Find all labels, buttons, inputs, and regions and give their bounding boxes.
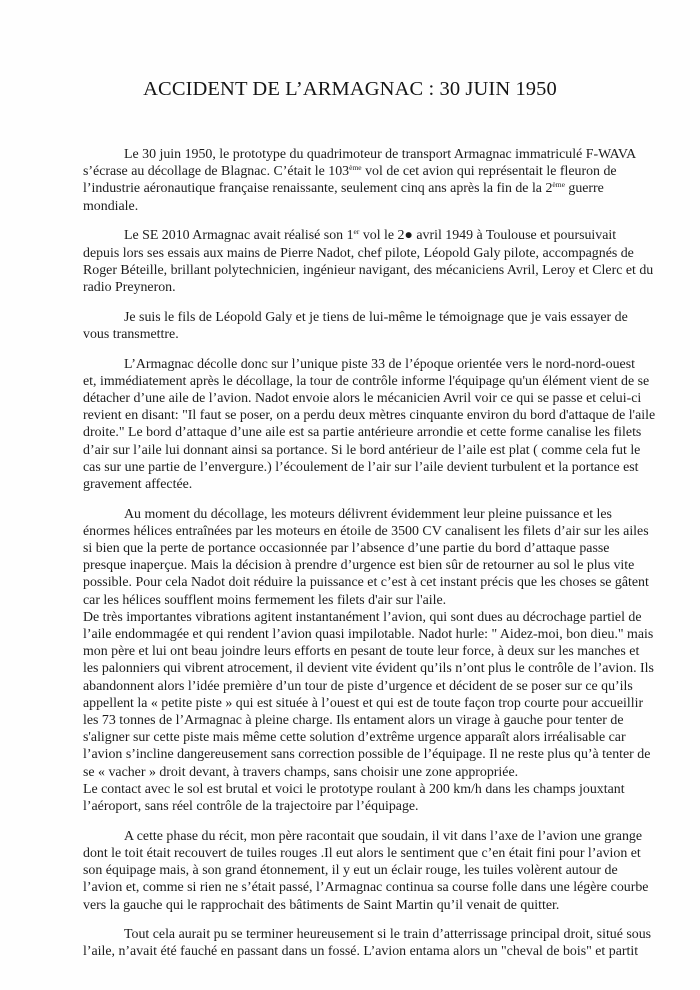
text-line: depuis lors ses essais aux mains de Pierre Nadot, chef pilote, Léopold Galy pilote, accompagnés de [83,245,634,261]
superscript: ème [349,163,362,173]
text-line: son équipage mais, à son grand étonnement, il y eut un éclair rouge, les tuiles volèrent autour de [83,863,618,879]
text-line: l’aéroport, sans réel contrôle de la trajectoire par l’équipage. [83,799,419,814]
text-line: L’Armagnac décolle donc sur l’unique piste 33 de l’époque orientée vers le nord-nord-ouest [124,356,635,372]
text-line: vers la gauche qui le rapprochait des bâtiments de Saint Martin qu’il venait de quitter. [83,897,560,913]
text-line: et, immédiatement après le décollage, la tour de contrôle informe l'équipage qu'un élément vient de se [83,373,650,389]
text-line: droite." Le bord d’attaque d’une aile est sa partie antérieure arrondie et cette forme canalise les filets [83,425,642,441]
text-line: détacher d’une aile de l’avion. Nadot envoie alors le mécanicien Avril voir ce qui se passe et celui-ci [83,390,642,406]
text-line: mon père et lui ont beau joindre leurs efforts en pesant de toute leur force, à deux sur les manches et [83,644,640,660]
text-line: Roger Béteille, brillant polytechnicien, ingénieur navigant, des mécaniciens Avril, Leroy et Clerc et du [83,262,654,278]
text-line: A cette phase du récit, mon père racontait que soudain, il vit dans l’axe de l’avion une grange [124,828,643,844]
text-line: Je suis le fils de Léopold Galy et je tiens de lui-même le témoignage que je vais essayer de [124,309,628,325]
text-line: énormes hélices entraînées par les moteurs en étoile de 3500 CV canalisent les filets d’air sur les ailes [83,523,649,539]
text-line: l’aile, n’avait été fauché en passant dans un fossé. L’avion entama alors un "cheval de bois" et partit [83,944,639,960]
text-line: car les hélices soufflent moins fermement les filets d'air sur l'aile. [83,592,447,608]
text-line: appellent la « petite piste » qui est située à l’ouest et qui est de toute façon trop courte pour accueillir [83,695,644,711]
text-line: Le SE 2010 Armagnac avait réalisé son 1er vol le 2● avril 1949 à Toulouse et poursuivait [124,227,617,244]
text-line: presque inaperçue. Mais la décision à prendre d’urgence est bien sûr de retourner au sol le plus vite [83,558,635,574]
text-line: De très importantes vibrations agitent instantanément l’avion, qui sont dues au décrochage partiel de [83,609,642,625]
text-line: les 73 tonnes de l’Armagnac à pleine charge. Ils entament alors un virage à gauche pour tenter de [83,713,624,728]
text-line: d’air sur l’aile lui donnant ainsi sa portance. Si le bord antérieur de l’aile est plat ( comme cela fut le [83,442,641,458]
superscript: er [353,227,360,237]
text-line: mondiale. [83,198,139,214]
text-line: les palonniers qui vibrent atrocement, il devient vite évident qu’ils n’ont plus le contrôle de l’avion. Ils [83,661,654,677]
text-line: revient en disant: "Il faut se poser, on a perdu deux mètres cinquante environ du bord d'attaque de l'aile [83,408,656,424]
text-line: s’écrase au décollage de Blagnac. C’était le 103ème vol de cet avion qui représentait le fleuron de [83,163,617,180]
text-line: radio Preyneron. [83,279,176,295]
text-line: l’aile endommagée et qui rendent l’avion quasi impilotable. Nadot hurle: " Aidez-moi, bon dieu." mais [83,627,654,642]
text-line: vous transmettre. [83,326,179,342]
text-line: Le contact avec le sol est brutal et voici le prototype roulant à 200 km/h dans les champs jouxtant [83,781,625,797]
text-line: l’industrie aéronautique française renaissante, seulement cinq ans après la fin de la 2ème guerre [83,180,604,197]
text-line: gravement affectée. [83,476,193,492]
text-line: cas sur une partie de l’envergure.) l’écoulement de l’air sur l’aile devient turbulent et la portance est [83,459,639,475]
text-line: s'aligner sur cette piste mais même cette solution d’extrême urgence apparaît alors irréalisable car [83,730,626,746]
text-line: dont le toit était recouvert de tuiles rouges .Il eut alors le sentiment que c’en était fini pour l’avion et [83,845,641,861]
text-line: abandonnent alors l’idée première d’un tour de piste d’urgence et décident de se poser sur ce qu’ils [83,678,633,694]
text-line: Le 30 juin 1950, le prototype du quadrimoteur de transport Armagnac immatriculé F-WAVA [124,147,637,162]
text-line: l’avion et, comme si rien ne s’était passé, l’Armagnac continua sa course folle dans une légère courbe [83,880,649,896]
superscript: ème [552,180,565,190]
text-line: Tout cela aurait pu se terminer heureusement si le train d’atterrissage principal droit, situé sous [124,927,652,943]
text-line: Au moment du décollage, les moteurs délivrent évidemment leur pleine puissance et les [124,506,612,522]
document-title: ACCIDENT DE L’ARMAGNAC : 30 JUIN 1950 [143,78,557,100]
text-line: se « vacher » droit devant, à travers champs, sans choisir une zone appropriée. [83,764,519,780]
text-line: si bien que la perte de portance occasionnée par l’absence d’une partie du bord d’attaque passe [83,541,610,556]
text-line: l’avion s’incline dangereusement sans correction possible de l’équipage. Il ne reste plus qu’à tenter de [83,747,651,763]
text-line: possible. Pour cela Nadot doit réduire la puissance et c’est à cet instant précis que les choses se gâtent [83,575,649,591]
